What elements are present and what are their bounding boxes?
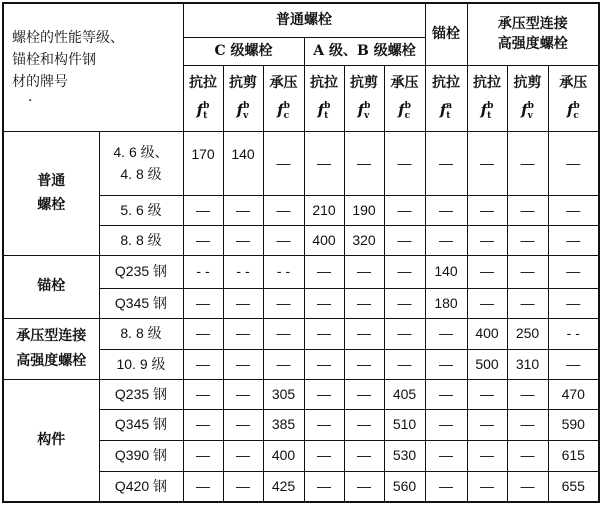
value-cell: —	[384, 288, 425, 318]
strength-symbol	[224, 101, 263, 121]
value-cell: 400	[304, 225, 344, 255]
grade-line: 8. 8 级	[120, 231, 162, 248]
value-cell: —	[425, 195, 467, 225]
group-name-line: 普通	[37, 172, 66, 189]
hs-bolt-line-2: 高强度螺栓	[497, 36, 568, 53]
grade-line: 4. 6 级、	[113, 143, 169, 160]
value-cell: —	[507, 409, 548, 440]
value-cell: —	[507, 195, 548, 225]
grade-line: Q390 钢	[114, 447, 168, 464]
subheader-label: 抗拉	[473, 74, 501, 91]
symbol-base: f	[277, 101, 284, 120]
strength-symbol	[508, 101, 548, 121]
grade-line: 10. 9 级	[116, 355, 166, 372]
value-cell: —	[467, 225, 507, 255]
value-cell: —	[304, 318, 344, 349]
value-cell: —	[425, 440, 467, 471]
strength-table-container	[2, 2, 598, 518]
class-c-header: C 级螺栓	[183, 37, 304, 65]
value-cell: —	[548, 195, 599, 225]
value-cell: 140	[223, 131, 263, 195]
symbol-subscript: t	[487, 111, 492, 122]
symbol-base: f	[480, 101, 488, 120]
value-cell: —	[548, 131, 599, 195]
class-ab-header: A 级、B 级螺栓	[304, 37, 425, 65]
grade-line: Q345 钢	[114, 294, 168, 311]
strength-symbol	[385, 101, 425, 121]
value-cell: —	[384, 131, 425, 195]
value-cell: —	[223, 195, 263, 225]
value-cell: —	[507, 440, 548, 471]
subheader-cell	[223, 65, 263, 131]
value-cell: —	[304, 255, 344, 288]
value-cell: —	[223, 349, 263, 379]
value-cell: —	[548, 349, 599, 379]
value-cell: 190	[344, 195, 384, 225]
subheader-cell	[344, 65, 384, 131]
grade-line: Q420 钢	[114, 478, 168, 495]
value-cell: —	[223, 379, 263, 409]
subheader-label: 抗拉	[189, 74, 217, 91]
group-name-line: 锚栓	[37, 278, 66, 295]
grade-line: Q235 钢	[114, 263, 168, 280]
symbol-base: f	[317, 101, 325, 120]
value-cell: —	[425, 409, 467, 440]
value-cell: —	[467, 379, 507, 409]
value-cell: —	[304, 379, 344, 409]
value-cell: —	[344, 288, 384, 318]
grade-cell	[99, 195, 183, 225]
value-cell: 170	[183, 131, 223, 195]
value-cell: —	[183, 225, 223, 255]
corner-header	[3, 3, 183, 131]
symbol-subscript: t	[324, 111, 329, 122]
symbol-subscript: c	[404, 111, 411, 122]
value-cell: —	[223, 288, 263, 318]
group-name-cell	[3, 318, 99, 379]
symbol-base: f	[196, 101, 204, 120]
value-cell: —	[263, 288, 304, 318]
value-cell: 425	[263, 471, 304, 502]
grade-cell	[99, 225, 183, 255]
corner-line-3: 材的牌号	[12, 74, 68, 91]
value-cell: - -	[183, 255, 223, 288]
group-name-line: 螺栓	[37, 197, 66, 213]
value-cell: —	[344, 255, 384, 288]
value-cell: —	[344, 318, 384, 349]
value-cell: —	[183, 379, 223, 409]
value-cell: —	[223, 409, 263, 440]
value-cell: —	[263, 225, 304, 255]
group-name-cell	[3, 379, 99, 502]
corner-line-2: 锚栓和构件钢	[12, 52, 96, 69]
value-cell: —	[467, 409, 507, 440]
bolt-strength-table	[2, 2, 600, 503]
value-cell: —	[384, 349, 425, 379]
strength-symbol	[468, 101, 507, 121]
subheader-label: 抗剪	[229, 74, 257, 91]
value-cell: 500	[467, 349, 507, 379]
subheader-label: 抗剪	[350, 74, 378, 91]
value-cell: —	[467, 440, 507, 471]
value-cell: - -	[548, 318, 599, 349]
symbol-superscript: b	[573, 101, 580, 112]
value-cell: —	[223, 471, 263, 502]
value-cell: —	[425, 318, 467, 349]
value-cell: —	[263, 195, 304, 225]
table-row	[3, 255, 599, 288]
symbol-superscript: b	[283, 101, 290, 112]
value-cell: 180	[425, 288, 467, 318]
value-cell: —	[344, 131, 384, 195]
value-cell: —	[344, 471, 384, 502]
symbol-superscript: a	[446, 101, 453, 112]
value-cell: —	[507, 131, 548, 195]
strength-symbol	[264, 101, 304, 121]
value-cell: 385	[263, 409, 304, 440]
value-cell: 510	[384, 409, 425, 440]
subheader-cell	[183, 65, 223, 131]
value-cell: 400	[467, 318, 507, 349]
grade-line: Q345 钢	[114, 416, 168, 433]
symbol-subscript: t	[203, 111, 208, 122]
symbol-subscript: c	[283, 111, 290, 122]
value-cell: —	[304, 409, 344, 440]
group-name-cell	[3, 255, 99, 318]
value-cell: —	[467, 471, 507, 502]
value-cell: —	[384, 318, 425, 349]
subheader-cell	[425, 65, 467, 131]
value-cell: —	[507, 288, 548, 318]
symbol-base: f	[236, 101, 244, 120]
subheader-cell	[263, 65, 304, 131]
ordinary-bolt-header: 普通螺栓	[183, 3, 425, 37]
strength-symbol	[426, 101, 467, 121]
value-cell: —	[507, 471, 548, 502]
grade-cell	[99, 471, 183, 502]
subheader-cell	[304, 65, 344, 131]
group-name-line: 构件	[37, 432, 66, 449]
group-name-line: 高强度螺栓	[16, 352, 87, 369]
value-cell: —	[507, 225, 548, 255]
hs-bolt-header	[467, 3, 599, 65]
grade-line: 4. 8 级	[120, 166, 162, 182]
value-cell: —	[304, 349, 344, 379]
value-cell: —	[304, 440, 344, 471]
subheader-label: 抗拉	[432, 74, 460, 91]
value-cell: 405	[384, 379, 425, 409]
value-cell: —	[183, 288, 223, 318]
value-cell: 655	[548, 471, 599, 502]
value-cell: - -	[263, 255, 304, 288]
value-cell: —	[384, 255, 425, 288]
grade-line: Q235 钢	[114, 385, 168, 402]
value-cell: 305	[263, 379, 304, 409]
strength-symbol	[549, 101, 599, 121]
value-cell: —	[467, 288, 507, 318]
value-cell: —	[223, 318, 263, 349]
value-cell: 560	[384, 471, 425, 502]
grade-cell	[99, 440, 183, 471]
value-cell: —	[183, 471, 223, 502]
symbol-base: f	[521, 101, 528, 120]
value-cell: 310	[507, 349, 548, 379]
value-cell: —	[183, 440, 223, 471]
table-row	[3, 379, 599, 409]
value-cell: —	[223, 440, 263, 471]
symbol-superscript: b	[404, 101, 411, 112]
value-cell: 590	[548, 409, 599, 440]
grade-cell	[99, 318, 183, 349]
value-cell: 530	[384, 440, 425, 471]
symbol-superscript: b	[487, 101, 494, 112]
subheader-cell	[507, 65, 548, 131]
header-row-1	[3, 3, 599, 37]
subheader-label: 抗拉	[310, 74, 338, 91]
subheader-label: 抗剪	[513, 74, 542, 91]
value-cell: —	[384, 225, 425, 255]
value-cell: —	[344, 379, 384, 409]
value-cell: - -	[223, 255, 263, 288]
subheader-label: 承压	[559, 74, 588, 91]
value-cell: —	[425, 225, 467, 255]
grade-cell	[99, 379, 183, 409]
value-cell: —	[183, 195, 223, 225]
value-cell: —	[467, 255, 507, 288]
value-cell: —	[344, 349, 384, 379]
value-cell: 320	[344, 225, 384, 255]
value-cell: 470	[548, 379, 599, 409]
subheader-cell	[548, 65, 599, 131]
value-cell: 615	[548, 440, 599, 471]
grade-cell	[99, 409, 183, 440]
value-cell: —	[548, 255, 599, 288]
grade-cell	[99, 255, 183, 288]
subheader-cell	[384, 65, 425, 131]
value-cell: 250	[507, 318, 548, 349]
symbol-superscript: b	[527, 101, 534, 112]
value-cell: —	[183, 349, 223, 379]
corner-line-1: 螺栓的性能等级、	[12, 29, 124, 46]
table-row	[3, 318, 599, 349]
value-cell: —	[548, 288, 599, 318]
value-cell: —	[425, 379, 467, 409]
value-cell: —	[548, 225, 599, 255]
value-cell: —	[183, 409, 223, 440]
value-cell: —	[467, 131, 507, 195]
symbol-subscript: v	[364, 111, 370, 122]
value-cell: —	[304, 471, 344, 502]
grade-line: 5. 6 级	[120, 201, 162, 218]
group-name-cell	[3, 131, 99, 255]
value-cell: —	[384, 195, 425, 225]
value-cell: —	[263, 131, 304, 195]
value-cell: —	[425, 471, 467, 502]
grade-cell	[99, 349, 183, 379]
symbol-subscript: t	[446, 111, 451, 122]
value-cell: —	[425, 349, 467, 379]
value-cell: —	[304, 288, 344, 318]
value-cell: —	[304, 131, 344, 195]
value-cell: 400	[263, 440, 304, 471]
value-cell: —	[344, 440, 384, 471]
symbol-subscript: c	[573, 111, 579, 122]
value-cell: —	[263, 349, 304, 379]
symbol-subscript: v	[527, 111, 533, 122]
value-cell: 210	[304, 195, 344, 225]
symbol-superscript: b	[324, 101, 331, 112]
strength-symbol	[345, 101, 384, 121]
value-cell: 140	[425, 255, 467, 288]
group-name-line: 承压型连接	[16, 328, 87, 345]
symbol-subscript: v	[243, 111, 249, 122]
value-cell: —	[344, 409, 384, 440]
table-row	[3, 131, 599, 195]
symbol-base: f	[357, 101, 365, 120]
value-cell: —	[263, 318, 304, 349]
symbol-superscript: b	[364, 101, 371, 112]
symbol-base: f	[439, 101, 447, 120]
symbol-superscript: b	[243, 101, 250, 112]
grade-line: 8. 8 级	[120, 325, 162, 342]
value-cell: —	[507, 379, 548, 409]
symbol-superscript: b	[203, 101, 210, 112]
corner-dot: ·	[28, 92, 33, 109]
value-cell: —	[425, 131, 467, 195]
anchor-bolt-header: 锚栓	[425, 3, 467, 65]
subheader-label: 承压	[269, 74, 298, 91]
value-cell: —	[507, 255, 548, 288]
value-cell: —	[467, 195, 507, 225]
grade-cell	[99, 288, 183, 318]
value-cell: —	[183, 318, 223, 349]
subheader-cell	[467, 65, 507, 131]
strength-symbol	[305, 101, 344, 121]
value-cell: —	[223, 225, 263, 255]
symbol-base: f	[398, 101, 405, 120]
symbol-base: f	[566, 101, 574, 120]
table-body	[3, 3, 599, 502]
grade-cell	[99, 131, 183, 195]
subheader-label: 承压	[390, 74, 419, 91]
hs-bolt-line-1: 承压型连接	[497, 16, 568, 33]
strength-symbol	[184, 101, 223, 121]
